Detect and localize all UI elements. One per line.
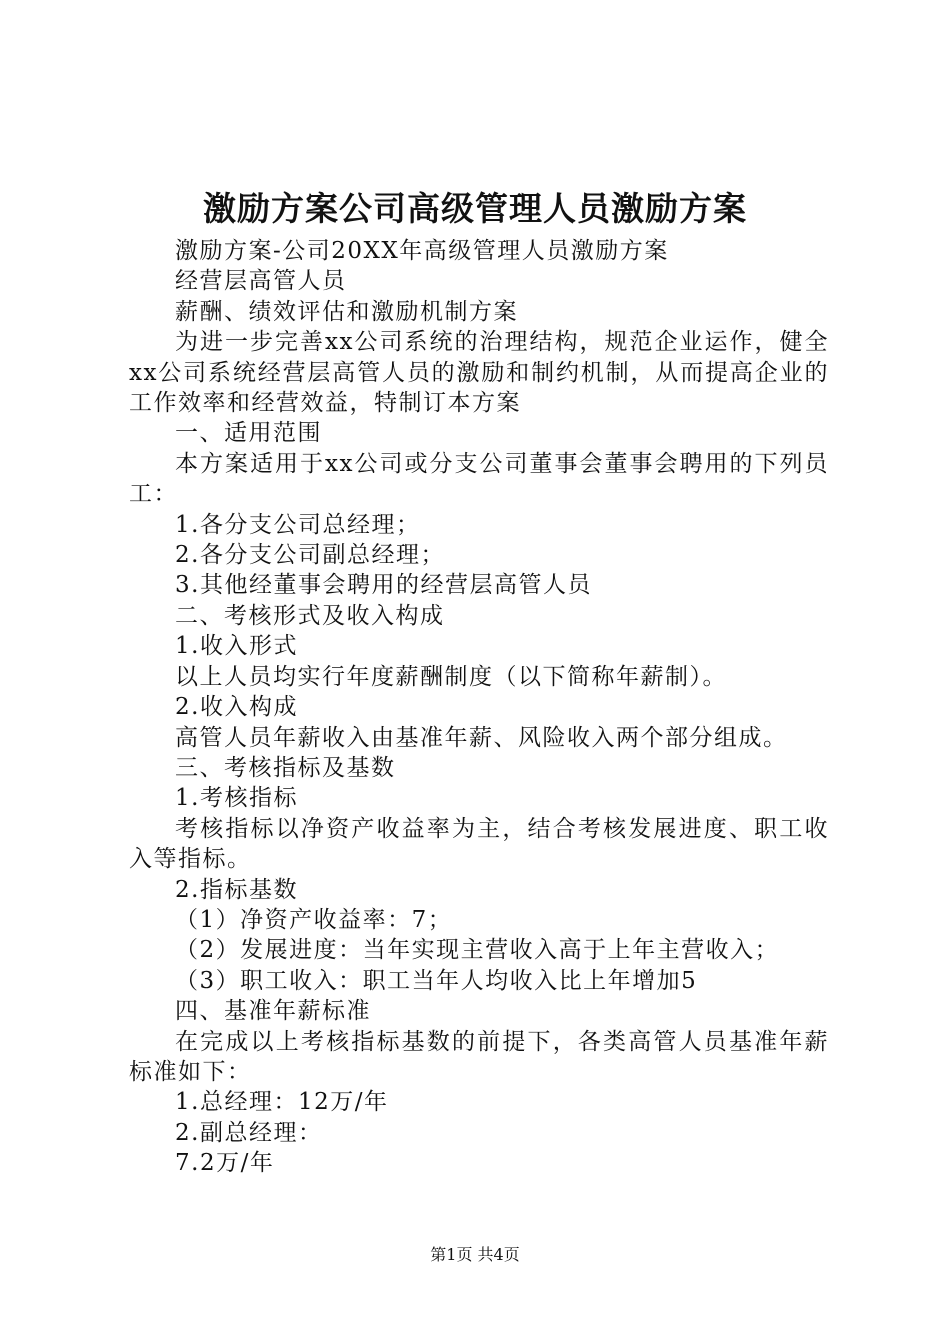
paragraph: 激励方案-公司20XX年高级管理人员激励方案 <box>175 238 669 264</box>
list-item: （1）净资产收益率：7； <box>175 906 453 933</box>
list-item: 7.2万/年 <box>175 1150 275 1177</box>
list-item: 2.副总经理： <box>175 1119 323 1146</box>
section-heading: 三、考核指标及基数 <box>175 754 396 781</box>
paragraph: 考核指标以净资产收益率为主，结合考核发展进度、职工收入等指标。 <box>129 815 829 873</box>
list-item: 2.各分支公司副总经理； <box>175 542 445 569</box>
subsection-heading: 1.收入形式 <box>175 633 298 660</box>
list-item: 1.总经理：12万/年 <box>175 1089 389 1116</box>
paragraph: 以上人员均实行年度薪酬制度（以下简称年薪制）。 <box>175 663 727 690</box>
list-item: 1.各分支公司总经理； <box>175 511 421 538</box>
subsection-heading: 1.考核指标 <box>175 785 298 812</box>
list-item: （2）发展进度：当年实现主营收入高于上年主营收入； <box>175 937 780 964</box>
section-heading: 一、适用范围 <box>175 420 322 447</box>
subsection-heading: 2.指标基数 <box>175 876 298 903</box>
paragraph: 经营层高管人员 <box>175 268 347 295</box>
document-title: 激励方案公司高级管理人员激励方案 <box>203 189 747 228</box>
subsection-heading: 2.收入构成 <box>175 694 298 721</box>
paragraph: 薪酬、绩效评估和激励机制方案 <box>175 298 518 325</box>
section-heading: 二、考核形式及收入构成 <box>175 602 445 629</box>
paragraph: 为进一步完善xx公司系统的治理结构，规范企业运作，健全xx公司系统经营层高管人员的激励和制约机制，从而提高企业的工作效率和经营效益，特制订本方案 <box>129 329 829 417</box>
paragraph: 高管人员年薪收入由基准年薪、风险收入两个部分组成。 <box>175 724 788 751</box>
list-item: （3）职工收入：职工当年人均收入比上年增加5 <box>175 967 698 994</box>
page-footer: 第1页 共4页 <box>430 1245 520 1264</box>
list-item: 3.其他经董事会聘用的经营层高管人员 <box>175 572 592 599</box>
paragraph: 在完成以上考核指标基数的前提下，各类高管人员基准年薪标准如下： <box>129 1028 829 1085</box>
paragraph: 本方案适用于xx公司或分支公司董事会董事会聘用的下列员工： <box>129 450 829 508</box>
section-heading: 四、基准年薪标准 <box>175 998 371 1025</box>
document-body <box>129 236 829 1179</box>
